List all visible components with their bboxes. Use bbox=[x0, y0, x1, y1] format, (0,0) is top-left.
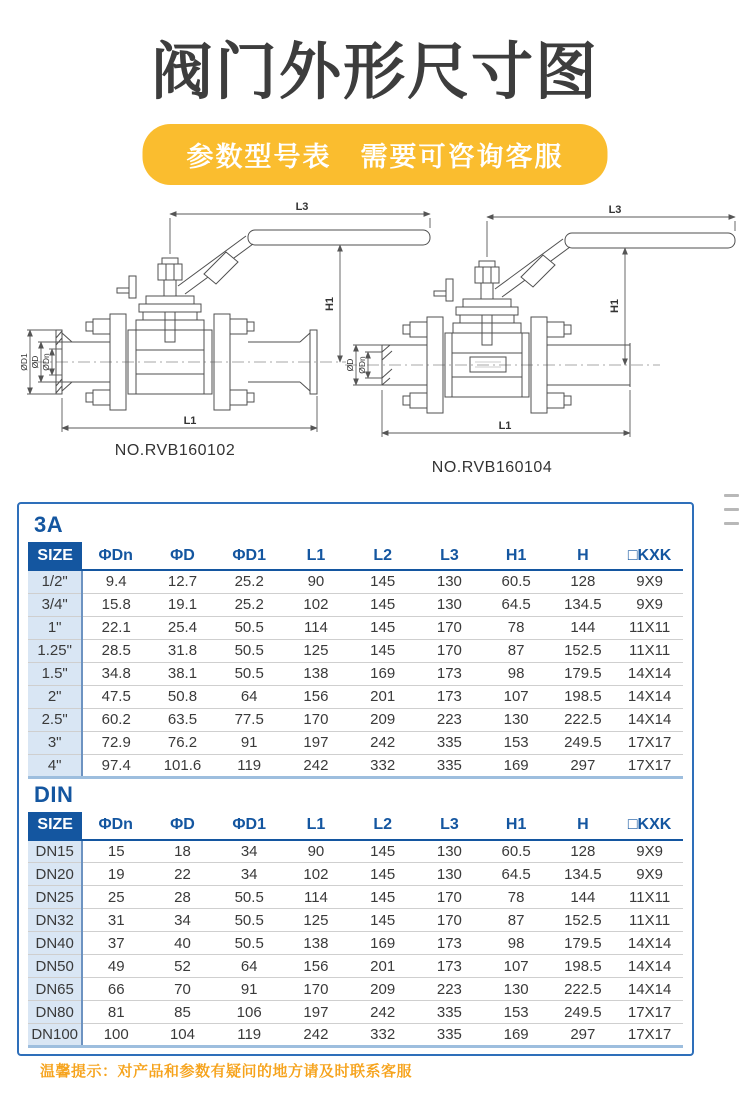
table-row bbox=[28, 593, 683, 616]
value-cell: 130 bbox=[416, 570, 483, 593]
value-cell: 9X9 bbox=[616, 570, 683, 593]
table-row bbox=[28, 731, 683, 754]
value-cell: 100 bbox=[82, 1024, 149, 1047]
size-cell: 1" bbox=[28, 616, 82, 639]
value-cell: 31.8 bbox=[149, 639, 216, 662]
value-cell: 11X11 bbox=[616, 616, 683, 639]
column-header: □KXK bbox=[616, 812, 683, 840]
value-cell: 119 bbox=[216, 1024, 283, 1047]
value-cell: 91 bbox=[216, 978, 283, 1001]
value-cell: 25 bbox=[82, 886, 149, 909]
size-cell: 4" bbox=[28, 754, 82, 777]
dim-label-dn: ØDn bbox=[357, 356, 367, 374]
column-header: L2 bbox=[349, 542, 416, 570]
value-cell: 197 bbox=[283, 1001, 350, 1024]
value-cell: 201 bbox=[349, 685, 416, 708]
table-group-label-3a: 3A bbox=[34, 512, 64, 537]
size-cell: 2.5" bbox=[28, 708, 82, 731]
size-cell: DN15 bbox=[28, 840, 82, 863]
value-cell: 173 bbox=[416, 685, 483, 708]
value-cell: 223 bbox=[416, 978, 483, 1001]
value-cell: 9.4 bbox=[82, 570, 149, 593]
value-cell: 169 bbox=[349, 932, 416, 955]
value-cell: 34 bbox=[149, 909, 216, 932]
size-cell: DN20 bbox=[28, 863, 82, 886]
value-cell: 145 bbox=[349, 593, 416, 616]
value-cell: 242 bbox=[349, 1001, 416, 1024]
column-header: SIZE bbox=[28, 812, 82, 840]
page-title: 阀门外形尺寸图 bbox=[150, 38, 599, 107]
dim-label-d: ØD bbox=[30, 355, 40, 369]
table-row bbox=[28, 909, 683, 932]
value-cell: 107 bbox=[483, 685, 550, 708]
spec-table-3a bbox=[28, 542, 683, 779]
value-cell: 222.5 bbox=[550, 708, 617, 731]
value-cell: 145 bbox=[349, 909, 416, 932]
dim-label-l3: L3 bbox=[295, 201, 309, 213]
dim-label-dn: ØDn bbox=[41, 353, 51, 371]
value-cell: 198.5 bbox=[550, 685, 617, 708]
column-header: H bbox=[550, 542, 617, 570]
value-cell: 130 bbox=[416, 593, 483, 616]
page-indicator-dashes[interactable] bbox=[724, 494, 739, 536]
value-cell: 170 bbox=[416, 616, 483, 639]
table-row bbox=[28, 840, 683, 863]
column-header: ΦDn bbox=[82, 812, 149, 840]
value-cell: 170 bbox=[416, 909, 483, 932]
value-cell: 78 bbox=[483, 616, 550, 639]
value-cell: 130 bbox=[416, 863, 483, 886]
column-header: H1 bbox=[483, 542, 550, 570]
column-header: L1 bbox=[283, 812, 350, 840]
table-row bbox=[28, 1024, 683, 1047]
value-cell: 209 bbox=[349, 708, 416, 731]
value-cell: 50.5 bbox=[216, 932, 283, 955]
value-cell: 87 bbox=[483, 909, 550, 932]
value-cell: 222.5 bbox=[550, 978, 617, 1001]
value-cell: 125 bbox=[283, 639, 350, 662]
value-cell: 14X14 bbox=[616, 978, 683, 1001]
value-cell: 134.5 bbox=[550, 863, 617, 886]
value-cell: 14X14 bbox=[616, 685, 683, 708]
value-cell: 77.5 bbox=[216, 708, 283, 731]
table-row bbox=[28, 616, 683, 639]
value-cell: 249.5 bbox=[550, 731, 617, 754]
value-cell: 9X9 bbox=[616, 863, 683, 886]
value-cell: 90 bbox=[283, 570, 350, 593]
value-cell: 64.5 bbox=[483, 863, 550, 886]
drawing-caption-right: NO.RVB160104 bbox=[431, 459, 553, 476]
value-cell: 50.5 bbox=[216, 616, 283, 639]
value-cell: 38.1 bbox=[149, 662, 216, 685]
value-cell: 17X17 bbox=[616, 1001, 683, 1024]
value-cell: 11X11 bbox=[616, 909, 683, 932]
column-header: L2 bbox=[349, 812, 416, 840]
header-row bbox=[28, 542, 683, 570]
value-cell: 145 bbox=[349, 616, 416, 639]
value-cell: 128 bbox=[550, 570, 617, 593]
table-row bbox=[28, 886, 683, 909]
value-cell: 242 bbox=[283, 754, 350, 777]
value-cell: 145 bbox=[349, 886, 416, 909]
spec-table-din bbox=[28, 812, 683, 1049]
size-cell: 2" bbox=[28, 685, 82, 708]
value-cell: 17X17 bbox=[616, 1024, 683, 1047]
table-row bbox=[28, 1001, 683, 1024]
value-cell: 130 bbox=[416, 840, 483, 863]
value-cell: 249.5 bbox=[550, 1001, 617, 1024]
value-cell: 242 bbox=[349, 731, 416, 754]
value-cell: 169 bbox=[483, 754, 550, 777]
value-cell: 76.2 bbox=[149, 731, 216, 754]
value-cell: 125 bbox=[283, 909, 350, 932]
value-cell: 114 bbox=[283, 886, 350, 909]
value-cell: 119 bbox=[216, 754, 283, 777]
value-cell: 130 bbox=[483, 978, 550, 1001]
value-cell: 98 bbox=[483, 932, 550, 955]
value-cell: 335 bbox=[416, 1001, 483, 1024]
value-cell: 49 bbox=[82, 955, 149, 978]
subtitle-badge: 参数型号表 需要可咨询客服 bbox=[143, 124, 608, 185]
value-cell: 102 bbox=[283, 593, 350, 616]
value-cell: 201 bbox=[349, 955, 416, 978]
value-cell: 102 bbox=[283, 863, 350, 886]
value-cell: 28 bbox=[149, 886, 216, 909]
value-cell: 17X17 bbox=[616, 754, 683, 777]
dim-label-l3: L3 bbox=[608, 204, 622, 216]
value-cell: 47.5 bbox=[82, 685, 149, 708]
value-cell: 14X14 bbox=[616, 708, 683, 731]
value-cell: 144 bbox=[550, 886, 617, 909]
size-cell: 3" bbox=[28, 731, 82, 754]
value-cell: 130 bbox=[483, 708, 550, 731]
value-cell: 91 bbox=[216, 731, 283, 754]
value-cell: 134.5 bbox=[550, 593, 617, 616]
value-cell: 11X11 bbox=[616, 886, 683, 909]
column-header: ΦDn bbox=[82, 542, 149, 570]
value-cell: 19 bbox=[82, 863, 149, 886]
value-cell: 156 bbox=[283, 955, 350, 978]
value-cell: 22 bbox=[149, 863, 216, 886]
size-cell: DN65 bbox=[28, 978, 82, 1001]
value-cell: 85 bbox=[149, 1001, 216, 1024]
value-cell: 138 bbox=[283, 932, 350, 955]
value-cell: 78 bbox=[483, 886, 550, 909]
size-cell: 1.5" bbox=[28, 662, 82, 685]
value-cell: 104 bbox=[149, 1024, 216, 1047]
value-cell: 9X9 bbox=[616, 593, 683, 616]
value-cell: 209 bbox=[349, 978, 416, 1001]
value-cell: 145 bbox=[349, 840, 416, 863]
size-cell: DN40 bbox=[28, 932, 82, 955]
value-cell: 106 bbox=[216, 1001, 283, 1024]
dim-label-h1: H1 bbox=[609, 298, 621, 314]
table-row bbox=[28, 955, 683, 978]
dim-label-l1: L1 bbox=[498, 420, 512, 432]
value-cell: 28.5 bbox=[82, 639, 149, 662]
value-cell: 223 bbox=[416, 708, 483, 731]
value-cell: 153 bbox=[483, 1001, 550, 1024]
table-row bbox=[28, 639, 683, 662]
table-row bbox=[28, 570, 683, 593]
footer-tip: 温馨提示：对产品和参数有疑问的地方请及时联系客服 bbox=[40, 1063, 413, 1080]
value-cell: 25.2 bbox=[216, 593, 283, 616]
value-cell: 63.5 bbox=[149, 708, 216, 731]
size-cell: DN25 bbox=[28, 886, 82, 909]
value-cell: 87 bbox=[483, 639, 550, 662]
value-cell: 170 bbox=[416, 639, 483, 662]
value-cell: 145 bbox=[349, 570, 416, 593]
value-cell: 50.5 bbox=[216, 909, 283, 932]
value-cell: 72.9 bbox=[82, 731, 149, 754]
table-row bbox=[28, 685, 683, 708]
value-cell: 145 bbox=[349, 639, 416, 662]
value-cell: 98 bbox=[483, 662, 550, 685]
value-cell: 170 bbox=[283, 978, 350, 1001]
column-header: □KXK bbox=[616, 542, 683, 570]
size-cell: DN32 bbox=[28, 909, 82, 932]
size-cell: DN50 bbox=[28, 955, 82, 978]
value-cell: 335 bbox=[416, 754, 483, 777]
value-cell: 169 bbox=[349, 662, 416, 685]
column-header: L3 bbox=[416, 542, 483, 570]
column-header: SIZE bbox=[28, 542, 82, 570]
size-cell: 1.25" bbox=[28, 639, 82, 662]
value-cell: 81 bbox=[82, 1001, 149, 1024]
column-header: H1 bbox=[483, 812, 550, 840]
value-cell: 335 bbox=[416, 1024, 483, 1047]
size-cell: 1/2" bbox=[28, 570, 82, 593]
value-cell: 156 bbox=[283, 685, 350, 708]
value-cell: 34 bbox=[216, 840, 283, 863]
table-row bbox=[28, 754, 683, 777]
value-cell: 50.5 bbox=[216, 662, 283, 685]
dim-label-h1: H1 bbox=[324, 296, 336, 312]
value-cell: 144 bbox=[550, 616, 617, 639]
column-header: L3 bbox=[416, 812, 483, 840]
value-cell: 11X11 bbox=[616, 639, 683, 662]
value-cell: 64 bbox=[216, 955, 283, 978]
value-cell: 14X14 bbox=[616, 932, 683, 955]
value-cell: 170 bbox=[416, 886, 483, 909]
value-cell: 66 bbox=[82, 978, 149, 1001]
value-cell: 34 bbox=[216, 863, 283, 886]
spec-tables-container bbox=[17, 502, 694, 1056]
value-cell: 152.5 bbox=[550, 639, 617, 662]
value-cell: 173 bbox=[416, 662, 483, 685]
value-cell: 17X17 bbox=[616, 731, 683, 754]
valve-drawing-right bbox=[330, 200, 750, 482]
table-row bbox=[28, 708, 683, 731]
value-cell: 64 bbox=[216, 685, 283, 708]
value-cell: 179.5 bbox=[550, 932, 617, 955]
value-cell: 14X14 bbox=[616, 662, 683, 685]
value-cell: 9X9 bbox=[616, 840, 683, 863]
drawing-caption-left: NO.RVB160102 bbox=[114, 442, 236, 459]
valve-body-right bbox=[382, 233, 735, 413]
value-cell: 97.4 bbox=[82, 754, 149, 777]
value-cell: 145 bbox=[349, 863, 416, 886]
value-cell: 173 bbox=[416, 955, 483, 978]
value-cell: 50.5 bbox=[216, 886, 283, 909]
column-header: ΦD1 bbox=[216, 542, 283, 570]
table-row bbox=[28, 932, 683, 955]
value-cell: 128 bbox=[550, 840, 617, 863]
value-cell: 14X14 bbox=[616, 955, 683, 978]
header-row bbox=[28, 812, 683, 840]
value-cell: 242 bbox=[283, 1024, 350, 1047]
value-cell: 50.8 bbox=[149, 685, 216, 708]
value-cell: 297 bbox=[550, 1024, 617, 1047]
table-group-label-din: DIN bbox=[34, 781, 74, 807]
size-cell: DN80 bbox=[28, 1001, 82, 1024]
value-cell: 60.2 bbox=[82, 708, 149, 731]
value-cell: 15.8 bbox=[82, 593, 149, 616]
value-cell: 198.5 bbox=[550, 955, 617, 978]
column-header: H bbox=[550, 812, 617, 840]
column-header: L1 bbox=[283, 542, 350, 570]
column-header: ΦD bbox=[149, 812, 216, 840]
value-cell: 25.2 bbox=[216, 570, 283, 593]
value-cell: 37 bbox=[82, 932, 149, 955]
value-cell: 52 bbox=[149, 955, 216, 978]
value-cell: 25.4 bbox=[149, 616, 216, 639]
value-cell: 50.5 bbox=[216, 639, 283, 662]
dim-label-l1: L1 bbox=[183, 415, 197, 427]
value-cell: 31 bbox=[82, 909, 149, 932]
value-cell: 170 bbox=[283, 708, 350, 731]
value-cell: 114 bbox=[283, 616, 350, 639]
column-header: ΦD1 bbox=[216, 812, 283, 840]
value-cell: 19.1 bbox=[149, 593, 216, 616]
value-cell: 60.5 bbox=[483, 840, 550, 863]
value-cell: 22.1 bbox=[82, 616, 149, 639]
size-cell: 3/4" bbox=[28, 593, 82, 616]
value-cell: 169 bbox=[483, 1024, 550, 1047]
value-cell: 60.5 bbox=[483, 570, 550, 593]
dim-label-d1: ØD1 bbox=[19, 353, 29, 371]
value-cell: 107 bbox=[483, 955, 550, 978]
table-row bbox=[28, 978, 683, 1001]
table-row bbox=[28, 662, 683, 685]
dim-label-d: ØD bbox=[345, 358, 355, 372]
value-cell: 153 bbox=[483, 731, 550, 754]
value-cell: 335 bbox=[416, 731, 483, 754]
value-cell: 15 bbox=[82, 840, 149, 863]
value-cell: 90 bbox=[283, 840, 350, 863]
value-cell: 332 bbox=[349, 754, 416, 777]
value-cell: 138 bbox=[283, 662, 350, 685]
value-cell: 152.5 bbox=[550, 909, 617, 932]
value-cell: 70 bbox=[149, 978, 216, 1001]
value-cell: 40 bbox=[149, 932, 216, 955]
value-cell: 101.6 bbox=[149, 754, 216, 777]
value-cell: 179.5 bbox=[550, 662, 617, 685]
value-cell: 64.5 bbox=[483, 593, 550, 616]
value-cell: 12.7 bbox=[149, 570, 216, 593]
value-cell: 197 bbox=[283, 731, 350, 754]
value-cell: 297 bbox=[550, 754, 617, 777]
value-cell: 34.8 bbox=[82, 662, 149, 685]
table-row bbox=[28, 863, 683, 886]
value-cell: 173 bbox=[416, 932, 483, 955]
value-cell: 18 bbox=[149, 840, 216, 863]
size-cell: DN100 bbox=[28, 1024, 82, 1047]
column-header: ΦD bbox=[149, 542, 216, 570]
value-cell: 332 bbox=[349, 1024, 416, 1047]
